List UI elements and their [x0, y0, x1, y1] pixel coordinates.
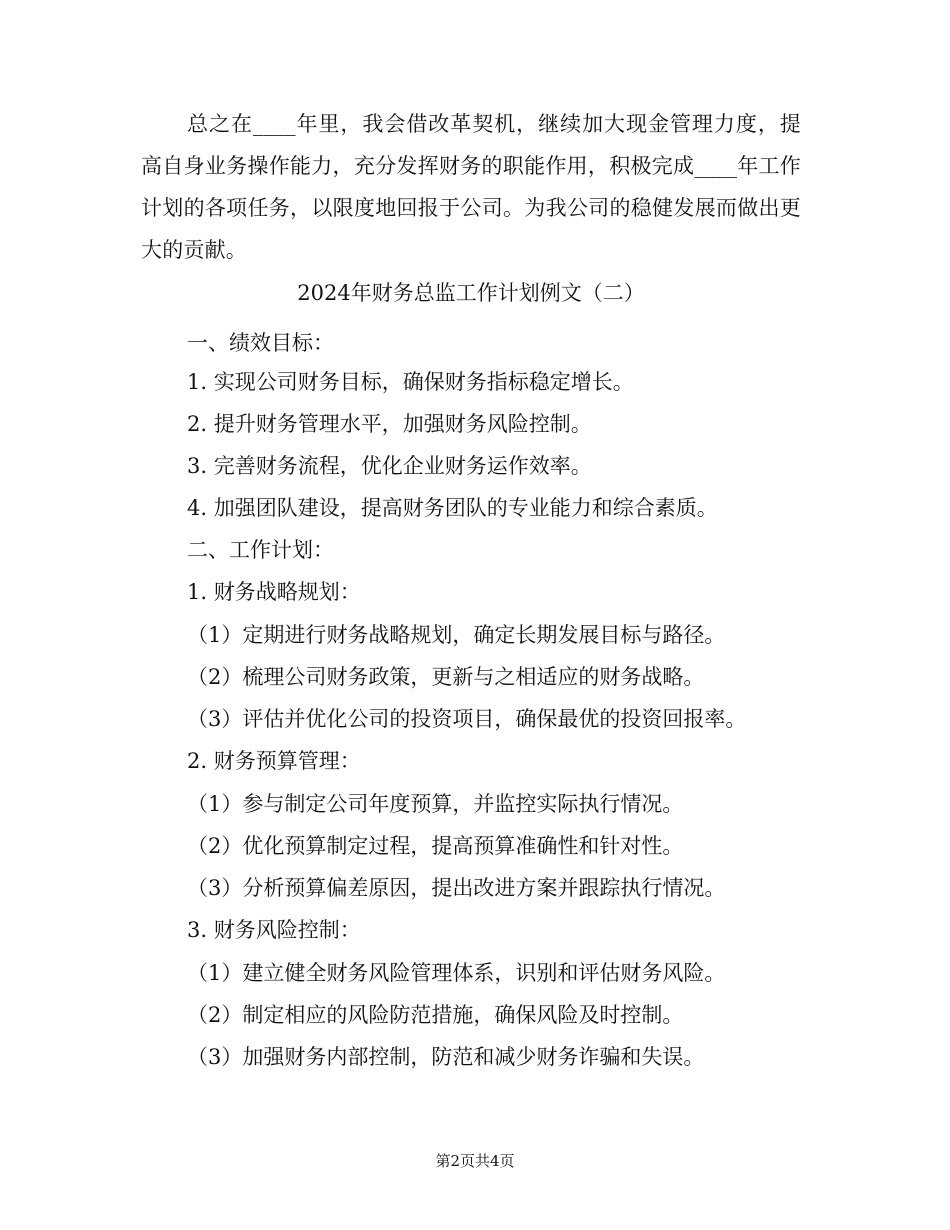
list-item: 1. 实现公司财务目标，确保财务指标稳定增长。: [187, 370, 634, 394]
heading-performance-goals: 一、绩效目标：: [187, 331, 334, 355]
list-item: （1）参与制定公司年度预算，并监控实际执行情况。: [187, 792, 684, 816]
subheading: 3. 财务风险控制：: [187, 918, 361, 942]
list-item: （2）制定相应的风险防范措施，确保风险及时控制。: [187, 1003, 684, 1027]
list-item: 3. 完善财务流程，优化企业财务运作效率。: [187, 454, 592, 478]
heading-work-plan: 二、工作计划：: [187, 538, 334, 562]
list-item: 4. 加强团队建设，提高财务团队的专业能力和综合素质。: [187, 496, 718, 520]
list-item: （2）优化预算制定过程，提高预算准确性和针对性。: [187, 834, 684, 858]
list-item: 2. 提升财务管理水平，加强财务风险控制。: [187, 412, 592, 436]
list-item: （1）建立健全财务风险管理体系，识别和评估财务风险。: [187, 961, 726, 985]
list-item: （1）定期进行财务战略规划，确定长期发展目标与路径。: [187, 623, 726, 647]
list-item: （3）加强财务内部控制，防范和减少财务诈骗和失误。: [187, 1045, 705, 1069]
list-item: （3）分析预算偏差原因，提出改进方案并跟踪执行情况。: [187, 876, 726, 900]
page-footer: 第2页共4页: [435, 1152, 515, 1170]
list-item: （2）梳理公司财务政策，更新与之相适应的财务战略。: [187, 665, 705, 689]
subheading: 1. 财务战略规划：: [187, 580, 361, 604]
subheading: 2. 财务预算管理：: [187, 749, 361, 773]
section-title: 2024年财务总监工作计划例文（二）: [297, 281, 645, 305]
intro-paragraph: 总之在____年里，我会借改革契机，继续加大现金管理力度，提高自身业务操作能力，充分发挥财务的职能作用，积极完成____年工作计划的各项任务，以限度地回报于公司。为我公司的稳健发展而做出更大的贡献。: [141, 112, 801, 262]
list-item: （3）评估并优化公司的投资项目，确保最优的投资回报率。: [187, 707, 747, 731]
